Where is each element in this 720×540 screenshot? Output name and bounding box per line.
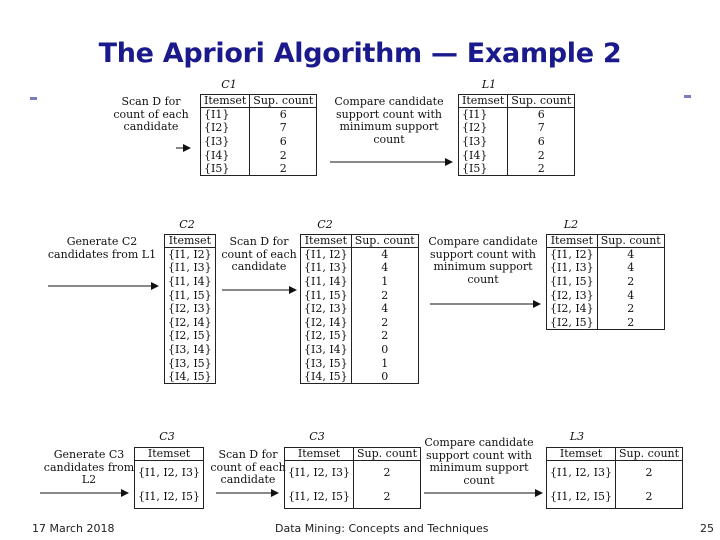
itemset-cell: {I1} (459, 108, 508, 122)
table-row (201, 148, 317, 162)
itemset-cell: {I5} (201, 162, 250, 176)
itemset-cell: {I3} (459, 135, 508, 149)
support-count-cell: 1 (351, 356, 418, 370)
slide-title: The Apriori Algorithm — Example 2 (98, 38, 622, 69)
table-row (301, 288, 419, 302)
itemset-cell: {I1, I2, I3} (547, 461, 616, 485)
support-count-cell: 2 (597, 275, 664, 289)
itemset-cell: {I1, I2, I5} (285, 485, 354, 509)
itemset-cell: {I4, I5} (165, 370, 216, 384)
table-row (165, 370, 216, 384)
itemset-cell: {I1, I2} (165, 248, 216, 262)
itemset-cell: {I2} (459, 121, 508, 135)
support-count-cell: 2 (250, 162, 317, 176)
support-count-cell: 2 (351, 315, 418, 329)
itemset-cell: {I2, I5} (165, 329, 216, 343)
support-count-cell: 2 (250, 148, 317, 162)
support-count-cell: 7 (250, 121, 317, 135)
table-row (459, 162, 575, 176)
column-header: Sup. count (351, 235, 418, 248)
c2-itemset-table-name: C2 (179, 218, 195, 231)
support-count-cell: 2 (597, 315, 664, 329)
table-row (285, 485, 421, 509)
table-row (165, 329, 216, 343)
table-row (459, 148, 575, 162)
l2-table-name: L2 (563, 218, 579, 231)
c2-count-table-name: C2 (317, 218, 333, 231)
column-header: Itemset (459, 95, 508, 108)
table-row (201, 135, 317, 149)
table-row (201, 121, 317, 135)
table-row (301, 315, 419, 329)
row2-arrows (48, 286, 540, 304)
table-row (165, 356, 216, 370)
c3-itemset-table-name: C3 (159, 430, 175, 443)
table-row (135, 485, 204, 509)
column-header: Sup. count (597, 235, 664, 248)
itemset-cell: {I5} (459, 162, 508, 176)
row3-scan-label: Scan D for count of each candidate (210, 448, 286, 486)
table-row (301, 261, 419, 275)
table-row (165, 275, 216, 289)
column-header: Itemset (135, 448, 204, 461)
row1-compare-label: Compare candidate support count with minimum support count (334, 95, 444, 146)
c1-table-name: C1 (221, 78, 237, 91)
row2-scan-label: Scan D for count of each candidate (221, 235, 297, 273)
table-row (165, 302, 216, 316)
table-row (165, 343, 216, 357)
itemset-cell: {I2, I3} (547, 288, 598, 302)
table-row (301, 343, 419, 357)
support-count-cell: 2 (508, 148, 575, 162)
support-count-cell: 6 (508, 135, 575, 149)
support-count-cell: 6 (250, 108, 317, 122)
column-header: Sup. count (354, 448, 421, 461)
l1-table-name: L1 (481, 78, 497, 91)
itemset-cell: {I2, I5} (301, 329, 352, 343)
table-row (301, 302, 419, 316)
itemset-cell: {I1, I4} (301, 275, 352, 289)
itemset-cell: {I1, I2, I3} (285, 461, 354, 485)
column-header: Itemset (547, 235, 598, 248)
c3-itemset-table (134, 447, 204, 509)
itemset-cell: {I3, I4} (301, 343, 352, 357)
table-row (547, 461, 683, 485)
table-row (459, 135, 575, 149)
c3-count-table-name: C3 (309, 430, 325, 443)
column-header: Sup. count (508, 95, 575, 108)
support-count-cell: 6 (508, 108, 575, 122)
column-header: Sup. count (250, 95, 317, 108)
support-count-cell: 4 (597, 248, 664, 262)
table-row (165, 315, 216, 329)
table-header-row (165, 235, 216, 248)
c3-count-table (284, 447, 421, 509)
table-header-row (547, 235, 665, 248)
table-row (135, 461, 204, 485)
itemset-cell: {I1, I5} (301, 288, 352, 302)
itemset-cell: {I1, I2} (547, 248, 598, 262)
itemset-cell: {I2, I4} (547, 302, 598, 316)
table-row (547, 288, 665, 302)
table-row (165, 261, 216, 275)
table-row (301, 329, 419, 343)
row3-generate-label: Generate C3 candidates from L2 (43, 448, 135, 486)
support-count-cell: 2 (616, 485, 683, 509)
row2-compare-label: Compare candidate support count with minimum support count (428, 235, 538, 286)
itemset-cell: {I1, I2, I3} (135, 461, 204, 485)
itemset-cell: {I1, I2, I5} (135, 485, 204, 509)
support-count-cell: 1 (351, 275, 418, 289)
support-count-cell: 0 (351, 343, 418, 357)
footer-page-number: 25 (700, 522, 714, 535)
table-row (201, 108, 317, 122)
table-row (547, 275, 665, 289)
table-row (285, 461, 421, 485)
c2-itemset-table (164, 234, 216, 384)
l3-table-name: L3 (569, 430, 585, 443)
support-count-cell: 2 (351, 329, 418, 343)
support-count-cell: 4 (351, 261, 418, 275)
row3-compare-label: Compare candidate support count with minimum support count (424, 436, 534, 487)
support-count-cell: 2 (508, 162, 575, 176)
support-count-cell: 2 (597, 302, 664, 316)
itemset-cell: {I1, I5} (165, 288, 216, 302)
support-count-cell: 4 (351, 302, 418, 316)
footer-date: 17 March 2018 (32, 522, 115, 535)
table-row (201, 162, 317, 176)
itemset-cell: {I3, I5} (165, 356, 216, 370)
column-header: Itemset (301, 235, 352, 248)
support-count-cell: 6 (250, 135, 317, 149)
table-row (547, 302, 665, 316)
itemset-cell: {I2, I4} (165, 315, 216, 329)
itemset-cell: {I1, I3} (165, 261, 216, 275)
table-row (459, 108, 575, 122)
table-row (301, 248, 419, 262)
itemset-cell: {I1, I4} (165, 275, 216, 289)
column-header: Itemset (547, 448, 616, 461)
itemset-cell: {I2, I4} (301, 315, 352, 329)
itemset-cell: {I1, I3} (547, 261, 598, 275)
itemset-cell: {I2, I3} (165, 302, 216, 316)
support-count-cell: 2 (616, 461, 683, 485)
itemset-cell: {I1, I2, I5} (547, 485, 616, 509)
table-row (547, 485, 683, 509)
support-count-cell: 4 (597, 261, 664, 275)
table-header-row (301, 235, 419, 248)
table-row (547, 248, 665, 262)
itemset-cell: {I1, I3} (301, 261, 352, 275)
support-count-cell: 2 (351, 288, 418, 302)
table-row (301, 275, 419, 289)
table-header-row (201, 95, 317, 108)
support-count-cell: 0 (351, 370, 418, 384)
c2-count-table (300, 234, 419, 384)
table-header-row (135, 448, 204, 461)
l3-table (546, 447, 683, 509)
support-count-cell: 2 (354, 461, 421, 485)
table-header-row (547, 448, 683, 461)
itemset-cell: {I3} (201, 135, 250, 149)
table-header-row (459, 95, 575, 108)
c1-table (200, 94, 317, 176)
row2-generate-label: Generate C2 candidates from L1 (47, 235, 157, 261)
table-row (301, 370, 419, 384)
table-row (547, 261, 665, 275)
table-row (165, 248, 216, 262)
column-header: Sup. count (616, 448, 683, 461)
itemset-cell: {I4, I5} (301, 370, 352, 384)
itemset-cell: {I3, I4} (165, 343, 216, 357)
footer-course: Data Mining: Concepts and Techniques (275, 522, 489, 535)
table-row (547, 315, 665, 329)
itemset-cell: {I4} (459, 148, 508, 162)
support-count-cell: 4 (351, 248, 418, 262)
itemset-cell: {I1} (201, 108, 250, 122)
column-header: Itemset (165, 235, 216, 248)
support-count-cell: 4 (597, 288, 664, 302)
itemset-cell: {I4} (201, 148, 250, 162)
row1-scan-label: Scan D for count of each candidate (113, 95, 189, 133)
itemset-cell: {I1, I5} (547, 275, 598, 289)
itemset-cell: {I2, I3} (301, 302, 352, 316)
table-row (301, 356, 419, 370)
support-count-cell: 7 (508, 121, 575, 135)
support-count-cell: 2 (354, 485, 421, 509)
itemset-cell: {I1, I2} (301, 248, 352, 262)
l1-table (458, 94, 575, 176)
column-header: Itemset (285, 448, 354, 461)
itemset-cell: {I2, I5} (547, 315, 598, 329)
table-row (165, 288, 216, 302)
table-header-row (285, 448, 421, 461)
itemset-cell: {I3, I5} (301, 356, 352, 370)
column-header: Itemset (201, 95, 250, 108)
table-row (459, 121, 575, 135)
itemset-cell: {I2} (201, 121, 250, 135)
l2-table (546, 234, 665, 330)
